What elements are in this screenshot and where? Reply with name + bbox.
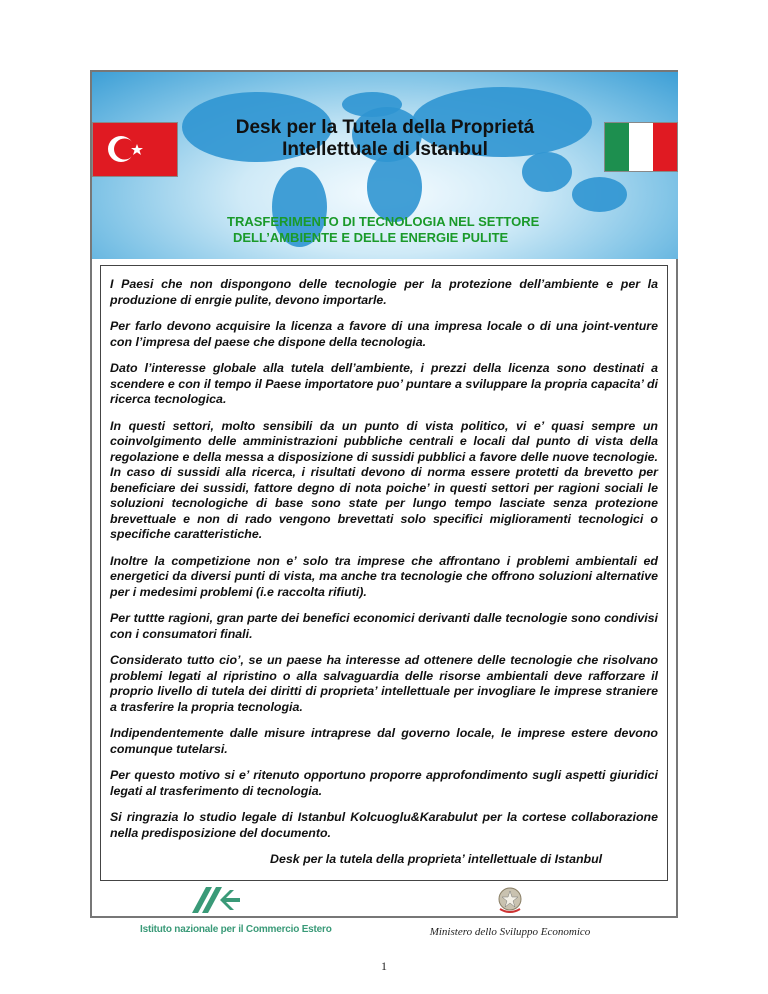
page-number: 1: [381, 958, 387, 973]
paragraph: Dato l’interesse globale alla tutela dell’ambiente, i prezzi della licenza sono destinati a scendere e con il tempo il Paese importatore puo’ puntare a sviluppare la propria capacita’ di ricerca tecnologica.: [110, 361, 658, 406]
subtitle-line-2: DELL’AMBIENTE E DELLE ENERGIE PULITE: [233, 230, 509, 245]
paragraph: Inoltre la competizione non e’ solo tra imprese che affrontano i problemi ambientali ed energetici da diversi punti di vista, ma anche tra tecnologie che offrono soluzioni alternative per i medesimi problemi (i.e raccolta rifiuti).: [110, 553, 658, 599]
header-banner: [92, 72, 678, 259]
page-title: [92, 117, 678, 161]
paragraph: Si ringrazia lo studio legale di Istanbul Kolcuoglu&Karabulut per la cortese collaborazione nella predisposizione del documento.: [110, 810, 658, 840]
ice-arrows-icon: [190, 885, 240, 915]
ministry-logo: [410, 885, 610, 938]
paragraph: Per tuttte ragioni, gran parte dei benefici economici derivanti dalle tecnologie sono condivisi con i consumatori finali.: [110, 611, 658, 641]
title-line-1: Desk per la Tutela della Proprietá: [235, 117, 535, 138]
signature: Desk per la tutela della proprieta’ intellettuale di Istanbul: [270, 852, 603, 866]
footer-logos: [100, 885, 668, 951]
content-column: [100, 265, 668, 974]
paragraph: Considerato tutto cio’, se un paese ha interesse ad ottenere delle tecnologie che risolvano problemi legati al ripristino o alla salvaguardia delle risorse ambientali deve rafforzare il proprio livello di tutela dei diritti di proprieta’ intellettuale per invogliare le imprese straniere a trasferire la propria tecnologia.: [110, 653, 658, 714]
subtitle-line-1: TRASFERIMENTO DI TECNOLOGIA NEL SETTORE: [227, 214, 540, 229]
paragraph: Indipendentemente dalle misure intraprese dal governo locale, le imprese estere devono comunque tutelarsi.: [110, 726, 658, 756]
paragraph: Per farlo devono acquisire la licenza a favore di una impresa locale o di una joint-venture con l’impresa del paese che dispone della tecnologia.: [110, 319, 658, 349]
paragraph: Per questo motivo si e’ ritenuto opportuno proporre approfondimento sugli aspetti giuridici legati al trasferimento di tecnologia.: [110, 768, 658, 798]
ice-logo: [140, 885, 332, 935]
body-text-box: [100, 265, 668, 881]
ministry-label: Ministero dello Sviluppo Economico: [429, 925, 591, 938]
title-line-2: Intellettuale di Istanbul: [282, 139, 488, 160]
paragraph: I Paesi che non dispongono delle tecnologie per la protezione dell’ambiente e per la produzione di enrgie pulite, devono importarle.: [110, 277, 658, 307]
subtitle: [227, 214, 539, 246]
italian-emblem-icon: [495, 885, 525, 915]
ice-label: Istituto nazionale per il Commercio Estero: [140, 923, 332, 935]
paragraph: In questi settori, molto sensibili da un punto di vista politico, vi e’ quasi sempre un coinvolgimento delle amministrazioni pubbliche centrali e locali dal punto di vista della regolazione e della messa a disposizione di sussidi pubblici a favore delle nuove tecnologie. In caso di sussidi alla ricerca, i risultati devono di norma essere protetti da brevetto per beneficiare dei sussidi, fattore degno di nota poiche’ in questi settori per ragioni sociali le soluzioni tecnologiche di base sono state per lungo tempo lasciate senza protezione brevettuale e non di rado vengono brevettati solo specifici miglioramenti tecnologici o specifiche caratteristiche.: [110, 418, 658, 541]
